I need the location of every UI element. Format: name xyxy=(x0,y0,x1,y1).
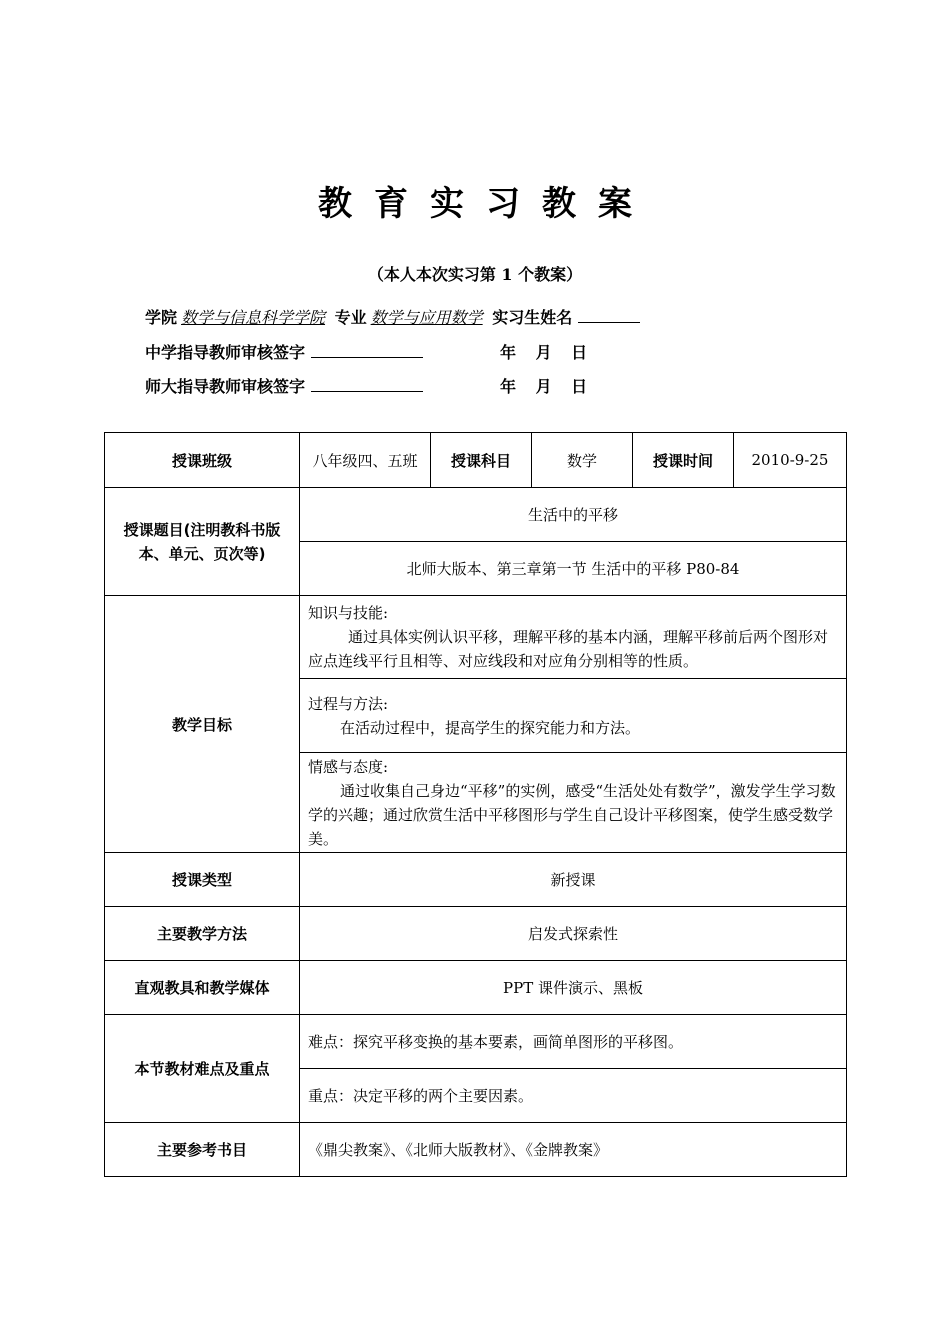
goals-label: 教学目标 xyxy=(105,596,300,853)
type-value: 新授课 xyxy=(300,853,847,907)
class-label: 授课班级 xyxy=(105,433,300,488)
info-line-middle-teacher xyxy=(145,340,588,363)
goal-process-title: 过程与方法: xyxy=(308,694,389,713)
major-label: 专业 xyxy=(334,308,367,327)
goal-attitude-text: 通过收集自己身边“平移”的实例，感受“生活处处有数学”，激发学生学习数学的兴趣；通过欣赏生活中平移图形与学生自己设计平移图案，使学生感受数学美。 xyxy=(308,781,836,848)
refs-label: 主要参考书目 xyxy=(105,1123,300,1177)
table-row xyxy=(105,1123,847,1177)
goal-attitude-cell xyxy=(300,753,847,853)
normal-teacher-date: 年 月 日 xyxy=(500,377,588,396)
middle-teacher-label: 中学指导教师审核签字 xyxy=(145,343,306,362)
goal-attitude-title: 情感与态度: xyxy=(308,757,389,776)
table-row xyxy=(105,488,847,542)
table-row xyxy=(105,907,847,961)
major-value: 数学与应用数学 xyxy=(370,308,483,327)
normal-teacher-label: 师大指导教师审核签字 xyxy=(145,377,306,396)
middle-teacher-signature-blank xyxy=(311,343,423,358)
key-label: 本节教材难点及重点 xyxy=(105,1015,300,1123)
method-label: 主要教学方法 xyxy=(105,907,300,961)
table-row xyxy=(105,1015,847,1069)
method-value: 启发式探索性 xyxy=(300,907,847,961)
topic-source: 北师大版本、第三章第一节 生活中的平移 P80-84 xyxy=(300,542,847,596)
normal-teacher-signature-blank xyxy=(311,377,423,392)
college-label: 学院 xyxy=(145,308,178,327)
goal-knowledge-title: 知识与技能: xyxy=(308,604,389,622)
goal-process-cell xyxy=(300,679,847,753)
table-row xyxy=(105,961,847,1015)
subject-label: 授课科目 xyxy=(431,433,532,488)
document-title: 教育实习教案 xyxy=(318,184,654,224)
info-line-normal-teacher xyxy=(145,374,588,397)
media-label: 直观教具和教学媒体 xyxy=(105,961,300,1015)
key-point-text: 重点：决定平移的两个主要因素。 xyxy=(300,1069,847,1123)
student-name-blank xyxy=(578,308,640,323)
refs-value: 《鼎尖教案》、《北师大版教材》、《金牌教案》 xyxy=(300,1123,847,1177)
goal-knowledge-text: 通过具体实例认识平移，理解平移的基本内涵，理解平移前后两个图形对应点连线平行且相等、对应线段和对应角分别相等的性质。 xyxy=(308,628,829,670)
topic-label: 授课题目(注明教科书版本、单元、页次等) xyxy=(105,488,300,596)
topic-value: 生活中的平移 xyxy=(300,488,847,542)
document-subtitle: （本人本次实习第 1 个教案） xyxy=(367,265,583,284)
time-label: 授课时间 xyxy=(633,433,734,488)
class-value: 八年级四、五班 xyxy=(300,433,431,488)
table-row xyxy=(105,596,847,679)
time-value: 2010-9-25 xyxy=(734,433,847,488)
table-row xyxy=(105,853,847,907)
table-row xyxy=(105,433,847,488)
info-line-college xyxy=(145,305,640,328)
lesson-plan-table xyxy=(104,432,847,1177)
middle-teacher-date: 年 月 日 xyxy=(500,343,588,362)
college-value: 数学与信息科学学院 xyxy=(181,308,326,327)
goal-process-text: 在活动过程中，提高学生的探究能力和方法。 xyxy=(340,718,641,737)
media-value: PPT 课件演示、黑板 xyxy=(300,961,847,1015)
difficulty-text: 难点：探究平移变换的基本要素，画简单图形的平移图。 xyxy=(300,1015,847,1069)
type-label: 授课类型 xyxy=(105,853,300,907)
goal-knowledge-cell xyxy=(300,596,847,679)
subject-value: 数学 xyxy=(532,433,633,488)
student-name-label: 实习生姓名 xyxy=(492,308,573,327)
